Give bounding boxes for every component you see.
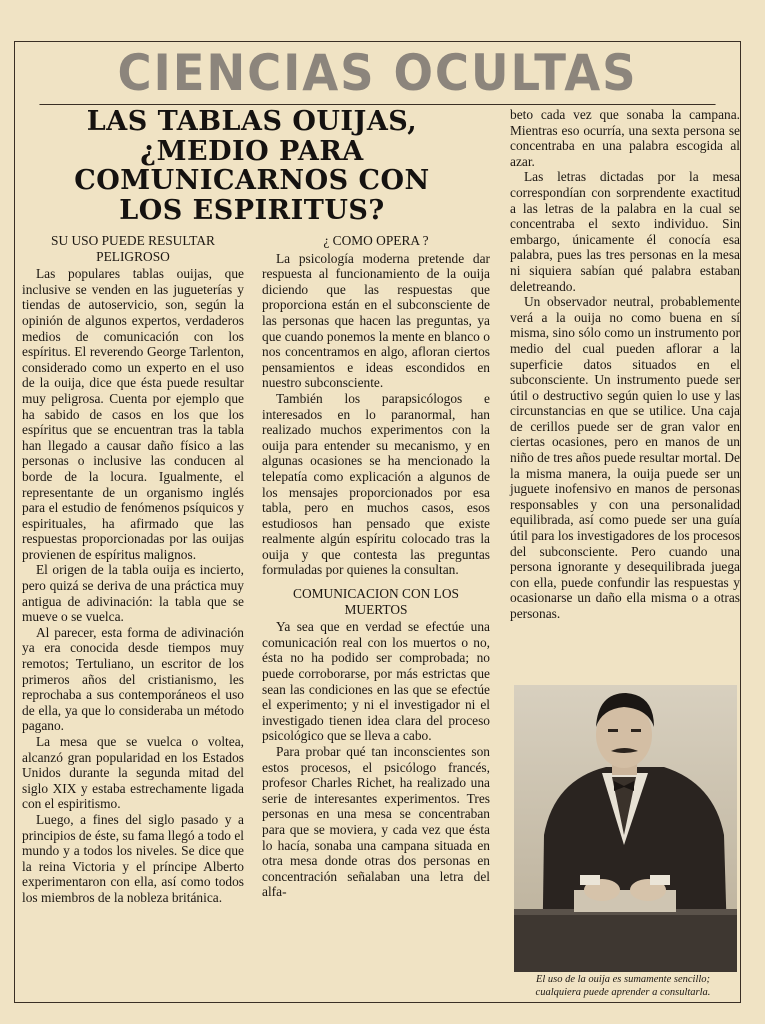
section-title: CIENCIAS OCULTAS: [39, 41, 715, 105]
subheading: [262, 586, 490, 617]
subheading-line: PELIGROSO: [96, 248, 170, 264]
photo-caption: [505, 973, 741, 999]
paragraph: La psicología moderna pretende dar respuesta al funcionamiento de la ouija diciendo que las respuestas que proporciona están en el subconsciente de las personas que hacen las preguntas, ya que cuando ponemos la mente en blanco o nos concentramos en algo, afloran ciertos pensamientos e ideas escondidos en nuestro subconsciente.: [262, 250, 490, 391]
subheading: [22, 233, 244, 264]
headline-line: LAS TABLAS OUIJAS,: [86, 106, 418, 137]
caption-line: cualquiera puede aprender a consultarla.: [535, 987, 711, 998]
paragraph: Las letras dictadas por la mesa correspondían con sorprendente exactitud a las letras de la palabra en la cual se concentraba el sexto individuo. Sin embargo, únicamente él conocía esa palabra, pues las tres personas en la mesa ni siquiera sabían qué palabra estaban deletreando.: [510, 169, 740, 294]
subheading-line: COMUNICACION CON LOS: [293, 586, 459, 602]
subheading: ¿ COMO OPERA ?: [323, 233, 429, 248]
paragraph: La mesa que se vuelca o voltea, alcanzó gran popularidad en los Estados Unidos durante la segunda mitad del siglo XIX y estaba estrechamente ligada con el espiritismo.: [22, 734, 244, 812]
headline-line: LOS ESPIRITUS?: [119, 194, 385, 226]
column-3: [510, 107, 740, 622]
subheading-line: SU USO PUEDE RESULTAR: [51, 233, 215, 248]
paragraph: Ya sea que en verdad se efectúe una comunicación real con los muertos o no, ésta no ha podido ser comprobada; no puede corroborarse, por más estrictas que sean las condiciones en las que se efectúe el experimento; y ni el investigador ni el investigado tienen idea clara del proceso psicológico que se lleva a cabo.: [262, 619, 490, 744]
article-headline: [24, 107, 480, 225]
paragraph: beto cada vez que sonaba la campana. Mientras eso ocurría, una sexta persona se concentraba en una palabra escogida al azar.: [510, 107, 740, 169]
caption-line: El uso de la ouija es sumamente sencillo;: [535, 974, 711, 985]
subheading-line: MUERTOS: [344, 601, 408, 617]
paragraph: Las populares tablas ouijas, que inclusive se venden en las jugueterías y tiendas de autoservicio, son, según la opinión de algunos expertos, verdaderos medios de comunicación con los espíritus. El reverendo George Tarlenton, considerado como un experto en el uso de la ouija, dice que ésta puede resultar muy peligrosa. Cuenta por ejemplo que ha sabido de casos en los que los espíritus que se encuentran tras la tabla han llegado a causar daño físico a las personas o inclusive las conducen al borde de la locura. Igualmente, el representante de un organismo inglés para el estudio de fenómenos psíquicos y espirituales, ha afirmado que las respuestas proporcionadas por las ouijas provienen de espíritus malignos.: [22, 266, 244, 562]
headline-line: COMUNICARNOS CON: [74, 165, 430, 196]
photo-illustration: [514, 685, 737, 972]
paragraph: Luego, a fines del siglo pasado y a principios de éste, su fama llegó a todo el mundo y a todos los niveles. Se dice que la reina Victoria y el príncipe Alberto experimentaron con ella, así como todos los miembros de la nobleza británica.: [22, 811, 244, 905]
paragraph: Para probar qué tan inconscientes son estos procesos, el psicólogo francés, profesor Charles Richet, ha realizado una serie de interesantes experimentos. Tres personas en una mesa se concentraban para que se moviera, y cada vez que ésta lo hacía, sonaba una campana situada en otra mesa donde otras dos personas en concentración señalaban una letra del alfa-: [262, 744, 490, 900]
column-1: [22, 233, 244, 906]
paragraph: Un observador neutral, probablemente verá a la ouija no como buena en sí misma, sino sólo como un instrumento por medio del cual pueden aflorar a la superficie datos situados en el subconsciente. Un instrumento puede ser útil o destructivo según quien lo use y las circunstancias en que se utilice. Una caja de cerillos puede ser de gran valor en ciertas ocasiones, pero en manos de un niño de tres años puede resultar mortal. De la misma manera, la ouija puede ser un juguete inofensivo en manos de personas responsables y con una personalidad equilibrada, así como puede ser una guía útil para los investigadores de los procesos del subconsciente. Pero cuando una persona ignorante y desequilibrada juega con ella, puede confundir las respuestas y ocasionarse un daño ella misma o a otras personas.: [510, 294, 740, 621]
headline-line: ¿MEDIO PARA: [140, 135, 364, 167]
photo-man-with-ouija: [514, 685, 737, 972]
paragraph: Al parecer, esta forma de adivinación ya era conocida desde tiempos muy remotos; Tertuliano, un escritor de los primeros años del cristianismo, les reprochaba a sus contemporáneos el uso de ella, ya que lo consideraba un método pagano.: [22, 624, 244, 734]
paragraph: El origen de la tabla ouija es incierto, pero quizá se deriva de una práctica muy antigua de adivinación: la tabla que se mueve o se vuelca.: [22, 562, 244, 625]
paragraph: También los parapsicólogos e interesados en lo paranormal, han realizado muchos experimentos con la ouija para entender su mecanismo, y en algunas ocasiones se ha mencionado la telepatía como explicación a algunos de los mensajes proporcionados por esa tabla, pero en muchos casos, esos estudiosos han pensado que existe realmente algún espíritu colocado tras la ouija y que contesta las preguntas formuladas por quienes la consultan.: [262, 390, 490, 578]
column-2: [262, 233, 490, 900]
